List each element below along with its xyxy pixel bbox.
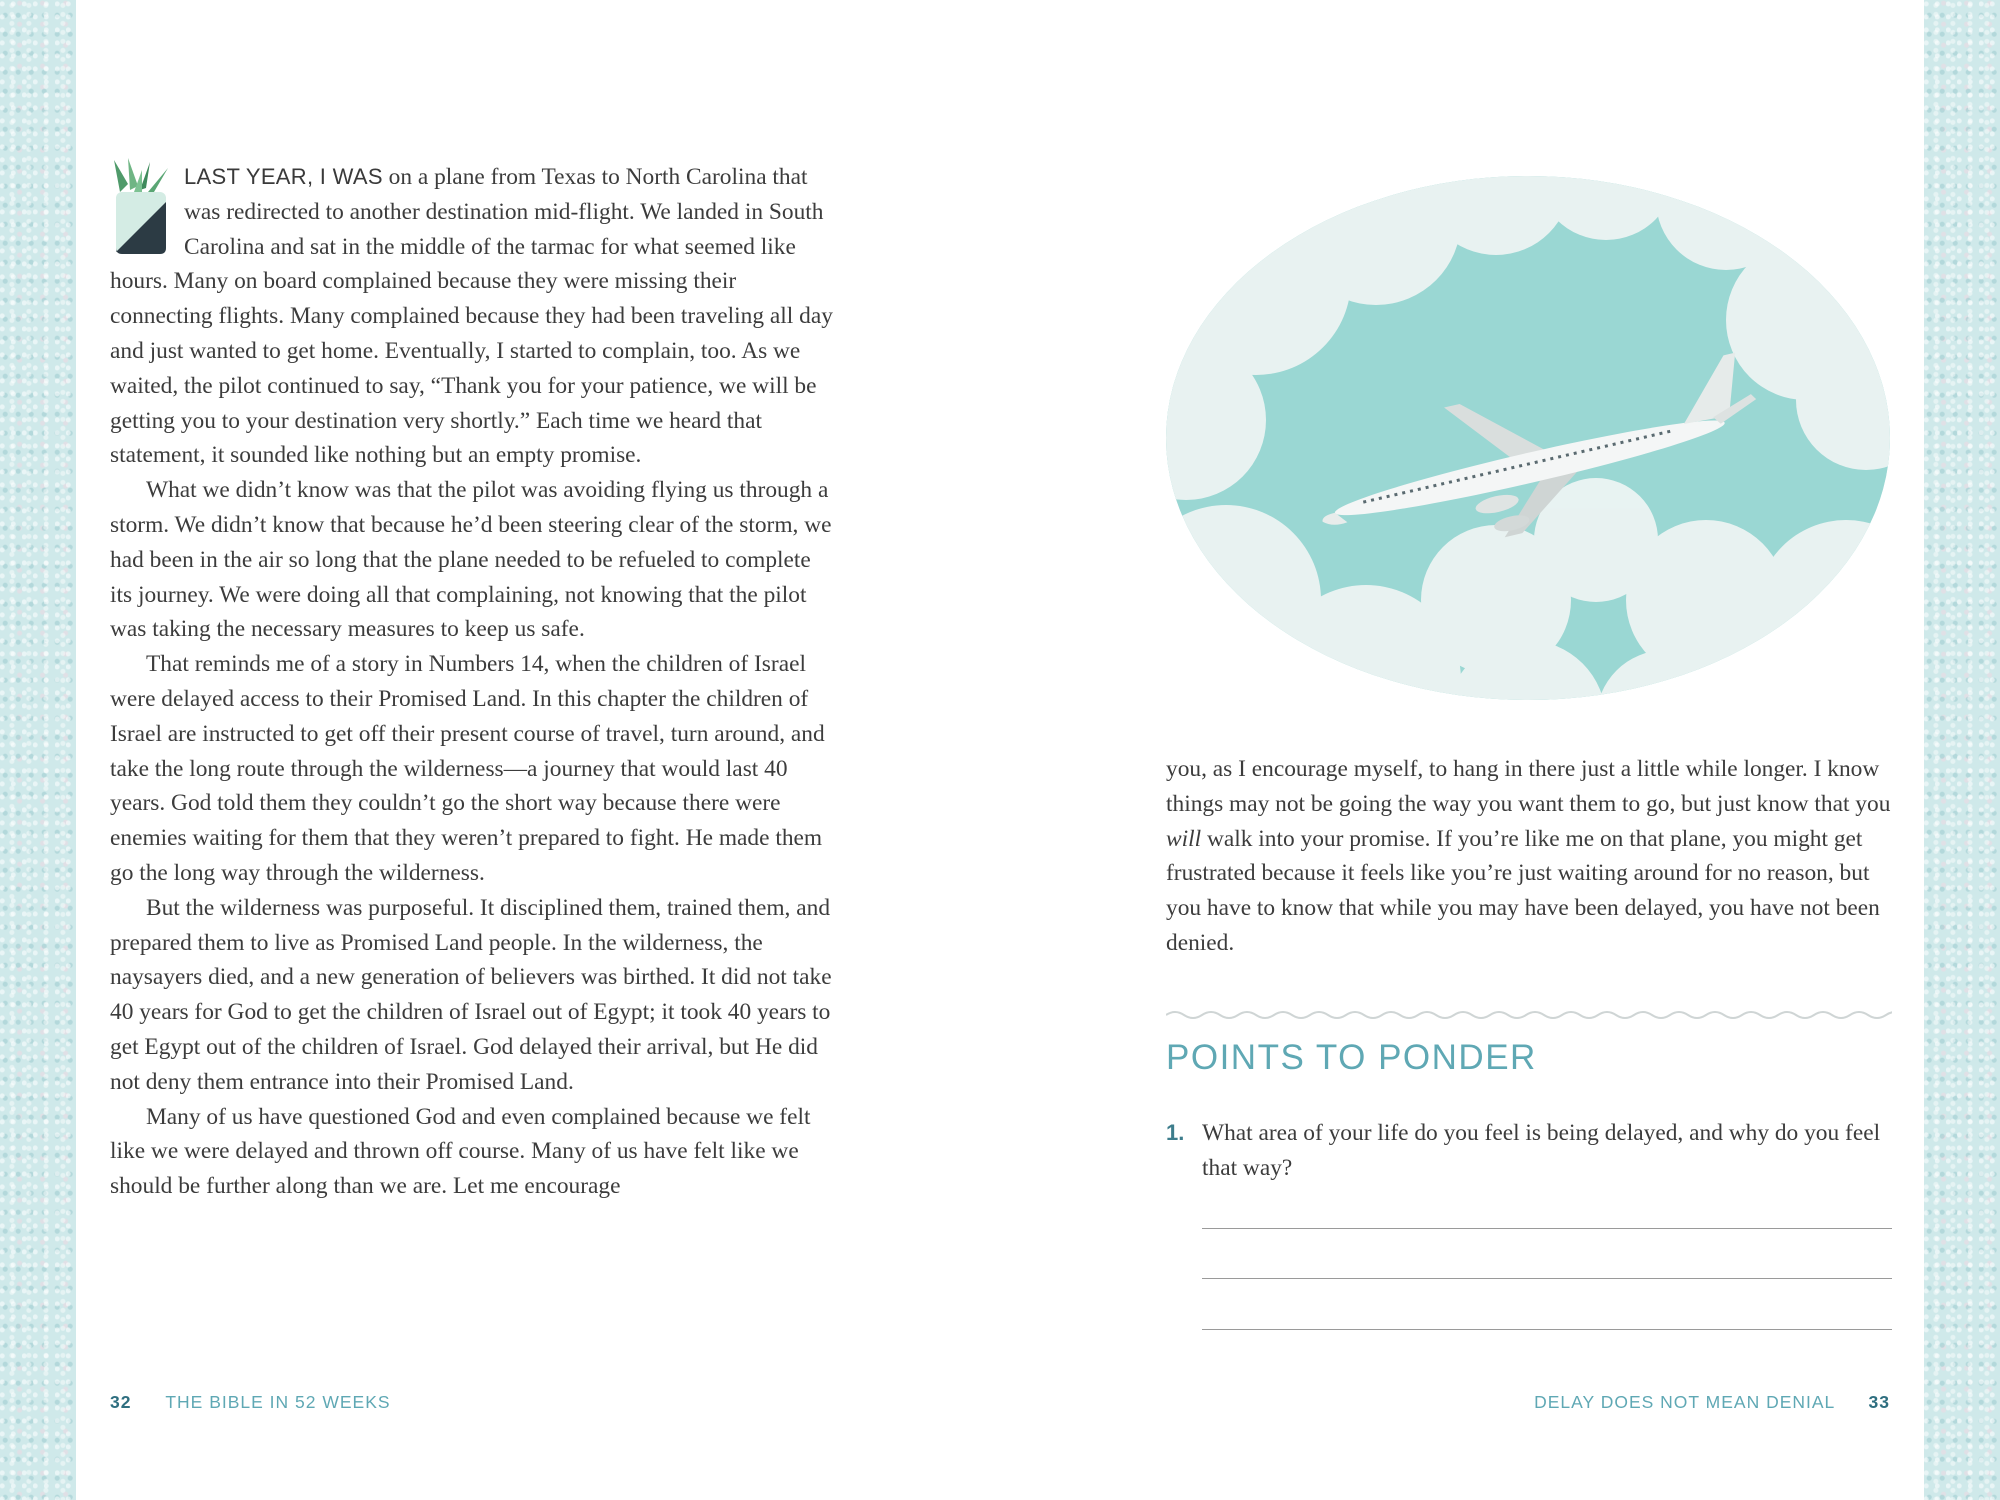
page-number-left: 32 <box>110 1392 132 1412</box>
left-paragraph-3: That reminds me of a story in Numbers 14, when the children of Israel were delayed access to their Promised Land. In this chapter the children of Israel are instructed to get off their present course of travel, turn around, and take the long route through the wilderness—a journey that would last 40 years. God told them they couldn’t go the short way because there were enemies waiting for them that they weren’t prepared to fight. He made them go the long way through the wilderness. <box>110 651 825 886</box>
plant-pot-icon <box>108 156 174 258</box>
right-page-edge <box>1924 0 2000 1500</box>
page-number-right: 33 <box>1868 1392 1890 1412</box>
left-paragraph-1: on a plane from Texas to North Carolina that was redirected to another destination mid-flight. We landed in South Carolina and sat in the middle of the tarmac for what seemed like hours. Many on board complained because they were missing their connecting flights. Many complained because they had been traveling all day and just wanted to get home. Eventually, I started to complain, too. As we waited, the pilot continued to say, “Thank you for your patience, we will be getting you to your destination very shortly.” Each time we heard that statement, it sounded like nothing but an empty promise. <box>110 164 833 469</box>
running-head-left: THE BIBLE IN 52 WEEKS <box>165 1392 391 1412</box>
left-paragraph-4: But the wilderness was purposeful. It disciplined them, trained them, and prepared them to live as Promised Land people. In the wilderness, the naysayers died, and a new generation of believers was birthed. It did not take 40 years for God to get the children of Israel out of Egypt; it took 40 years to get Egypt out of the children of Israel. God delayed their arrival, but He did not deny them entrance into their Promised Land. <box>110 894 832 1095</box>
question-text: What area of your life do you feel is being delayed, and why do you feel that way? <box>1202 1120 1881 1181</box>
question-item <box>1166 1116 1892 1186</box>
question-number: 1. <box>1166 1120 1185 1145</box>
opening-smallcaps: LAST YEAR, I WAS <box>184 164 383 189</box>
right-page-body <box>1166 752 1892 961</box>
running-head-right: DELAY DOES NOT MEAN DENIAL <box>1534 1392 1835 1412</box>
left-footer <box>110 1392 391 1413</box>
continued-text-italic: will <box>1166 825 1202 852</box>
left-paragraph-2: What we didn’t know was that the pilot was avoiding flying us through a storm. We didn’t know that because he’d been steering clear of the storm, we had been in the air so long that the plane needed to be refueled to complete its journey. We were doing all that complaining, not knowing that the pilot was taking the necessary measures to keep us safe. <box>110 477 832 643</box>
continued-text-2: walk into your promise. If you’re like me on that plane, you might get frustrated because it feels like you’re just waiting around for no reason, but you have to know that while you may have been delayed, you have not been denied. <box>1166 825 1880 956</box>
answer-line-2[interactable] <box>1202 1278 1892 1279</box>
left-page-edge <box>0 0 76 1500</box>
airplane-in-clouds-icon <box>1166 160 1890 712</box>
section-title: POINTS TO PONDER <box>1166 1038 1537 1077</box>
answer-line-1[interactable] <box>1202 1228 1892 1229</box>
wavy-divider <box>1166 1008 1892 1022</box>
continued-text-1: you, as I encourage myself, to hang in there just a little while longer. I know things may not be going the way you want them to go, but just know that you <box>1166 756 1891 817</box>
left-paragraph-5: Many of us have questioned God and even complained because we felt like we were delayed and thrown off course. Many of us have felt like we should be further along than we are. Let me encourage <box>110 1103 811 1200</box>
right-footer <box>1534 1392 1890 1413</box>
answer-line-3[interactable] <box>1202 1329 1892 1330</box>
left-page-body <box>110 160 835 1204</box>
